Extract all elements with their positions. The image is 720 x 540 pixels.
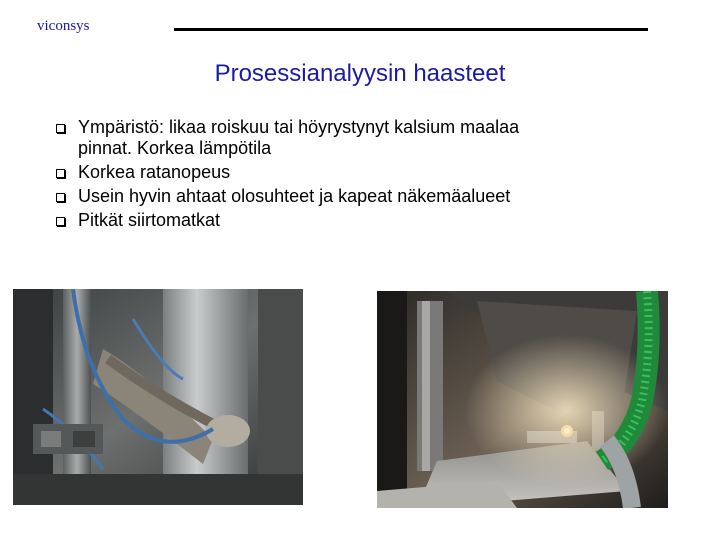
logo: viconsys	[37, 18, 90, 34]
bullet-list	[56, 117, 656, 234]
photo-dirty-machinery	[13, 289, 303, 505]
bullet-item	[56, 186, 656, 207]
bullet-text-line: Korkea ratanopeus	[78, 162, 231, 182]
bullet-item	[56, 210, 656, 231]
photo-machine-interior	[377, 291, 668, 508]
hollow-square-bullet-icon	[56, 169, 65, 178]
bullet-text-line: Pitkät siirtomatkat	[78, 210, 221, 230]
hollow-square-bullet-icon	[56, 193, 65, 202]
bullet-item	[56, 162, 656, 183]
bullet-text-line: Usein hyvin ahtaat olosuhteet ja kapeat näkemäalueet	[78, 186, 511, 206]
header-rule	[174, 28, 648, 31]
bullet-item	[56, 117, 656, 159]
bullet-text-line: pinnat. Korkea lämpötila	[78, 138, 272, 158]
bullet-text-line: Ympäristö: likaa roiskuu tai höyrystynyt kalsium maalaa	[78, 117, 520, 137]
slide-title: Prosessianalyysin haasteet	[214, 60, 506, 87]
hollow-square-bullet-icon	[56, 217, 65, 226]
hollow-square-bullet-icon	[56, 124, 65, 133]
